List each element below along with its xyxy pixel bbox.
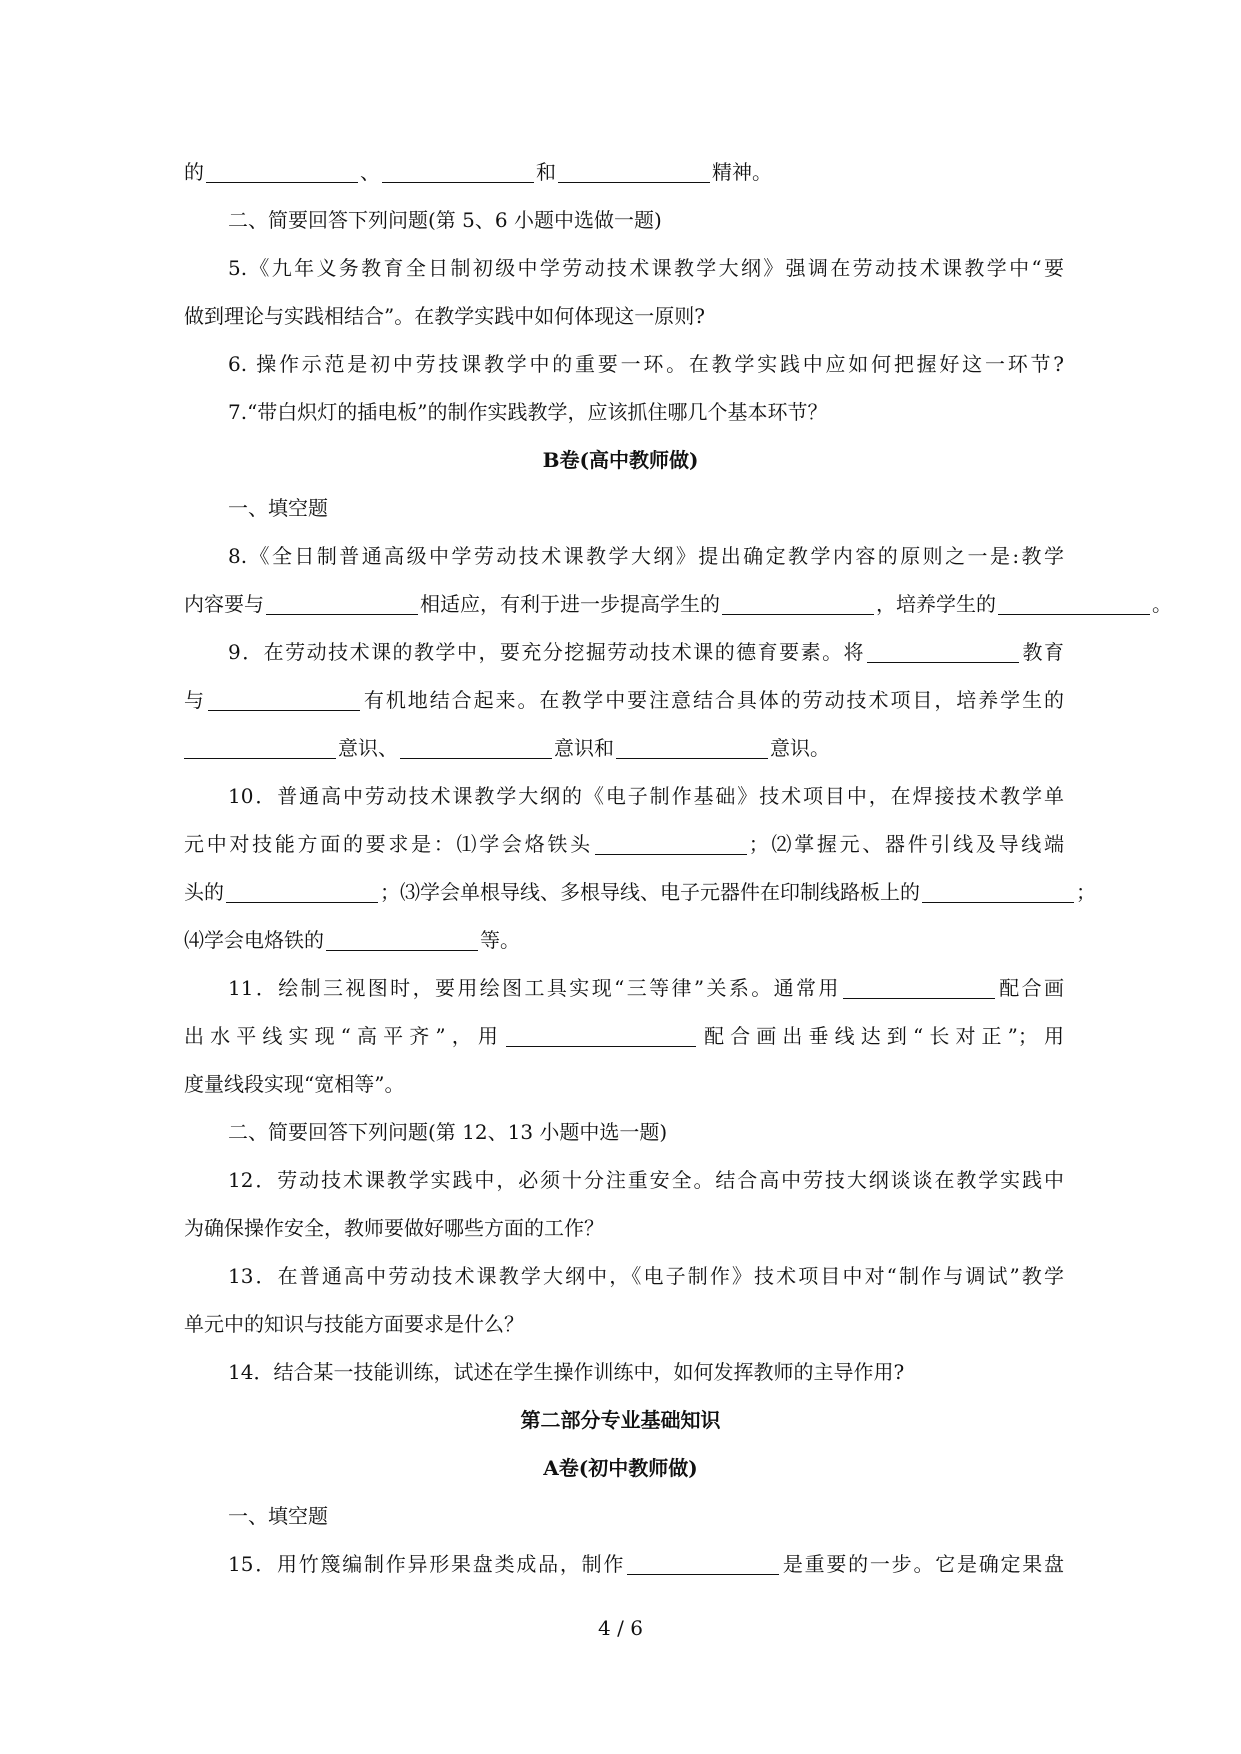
fill-blank[interactable] [400,738,552,759]
question-6: 6. 操作示范是初中劳技课教学中的重要一环。在教学实践中应如何把握好这一环节? [228,352,1064,376]
fill-blank[interactable] [266,594,418,615]
question-11: 11．绘制三视图时，要用绘图工具实现“三等律”关系。通常用 配合画 [228,976,1064,1000]
question-14: 14．结合某一技能训练，试述在学生操作训练中，如何发挥教师的主导作用? [228,1360,905,1384]
fill-blank[interactable] [843,978,995,999]
section-heading: 一、填空题 [228,496,328,520]
fill-blank[interactable] [998,594,1150,615]
question-8-cont: 内容要与 相适应，有利于进一步提高学生的 ，培养学生的 。 [184,592,1172,616]
question-15: 15．用竹篾编制作异形果盘类成品，制作 是重要的一步。它是确定果盘 [228,1552,1064,1576]
page-number: 4 / 6 [598,1616,643,1640]
paper-b-title: B卷(高中教师做) [542,448,699,472]
fill-blank[interactable] [558,162,710,183]
fill-blank[interactable] [208,690,360,711]
question-5-cont: 做到理论与实践相结合”。在教学实践中如何体现这一原则? [184,304,705,328]
section-heading: 二、简要回答下列问题(第 12、13 小题中选一题) [228,1120,668,1144]
question-7: 7.“带白炽灯的插电板”的制作实践教学，应该抓住哪几个基本环节？ [228,400,828,424]
question-13: 13．在普通高中劳动技术课教学大纲中，《电子制作》技术项目中对“制作与调试”教学 [228,1264,1064,1288]
fill-blank[interactable] [382,162,534,183]
fill-blank[interactable] [506,1026,696,1047]
question-12-cont: 为确保操作安全，教师要做好哪些方面的工作？ [184,1216,604,1240]
fill-blank[interactable] [226,882,378,903]
fill-blank[interactable] [595,834,747,855]
fill-blank[interactable] [627,1554,779,1575]
fill-blank[interactable] [867,642,1019,663]
text-line-1: 的 、 和 精神。 [184,160,772,184]
question-5: 5.《九年义务教育全日制初级中学劳动技术课教学大纲》强调在劳动技术课教学中“要 [228,256,1064,280]
question-13-cont: 单元中的知识与技能方面要求是什么？ [184,1312,524,1336]
fill-blank[interactable] [206,162,358,183]
fill-blank[interactable] [922,882,1074,903]
question-10-cont: 头的 ；⑶学会单根导线、多根导线、电子元器件在印制线路板上的 ； [184,880,1096,904]
part-two-title: 第二部分专业基础知识 [520,1408,721,1432]
question-9-cont: 与 有机地结合起来。在教学中要注意结合具体的劳动技术项目，培养学生的 [184,688,1065,712]
fill-blank[interactable] [326,930,478,951]
question-10-cont: ⑷学会电烙铁的 等。 [184,928,520,952]
question-10-cont: 元中对技能方面的要求是：⑴学会烙铁头 ；⑵掌握元、器件引线及导线端 [184,832,1065,856]
fill-blank[interactable] [184,738,336,759]
question-12: 12．劳动技术课教学实践中，必须十分注重安全。结合高中劳技大纲谈谈在教学实践中 [228,1168,1064,1192]
question-11-cont: 出水平线实现“高平齐”，用 配合画出垂线达到“长对正”；用 [184,1024,1065,1048]
question-9: 9．在劳动技术课的教学中，要充分挖掘劳动技术课的德育要素。将 教育 [228,640,1065,664]
section-heading: 二、简要回答下列问题(第 5、6 小题中选做一题) [228,208,662,232]
paper-a-title: A卷(初中教师做) [543,1456,698,1480]
question-11-cont: 度量线段实现“宽相等”。 [184,1072,405,1096]
section-heading: 一、填空题 [228,1504,328,1528]
question-8: 8.《全日制普通高级中学劳动技术课教学大纲》提出确定教学内容的原则之一是:教学 [228,544,1064,568]
question-9-cont: 意识、 意识和 意识。 [184,734,1064,762]
fill-blank[interactable] [616,738,768,759]
question-10: 10．普通高中劳动技术课教学大纲的《电子制作基础》技术项目中，在焊接技术教学单 [228,784,1064,808]
fill-blank[interactable] [722,594,874,615]
